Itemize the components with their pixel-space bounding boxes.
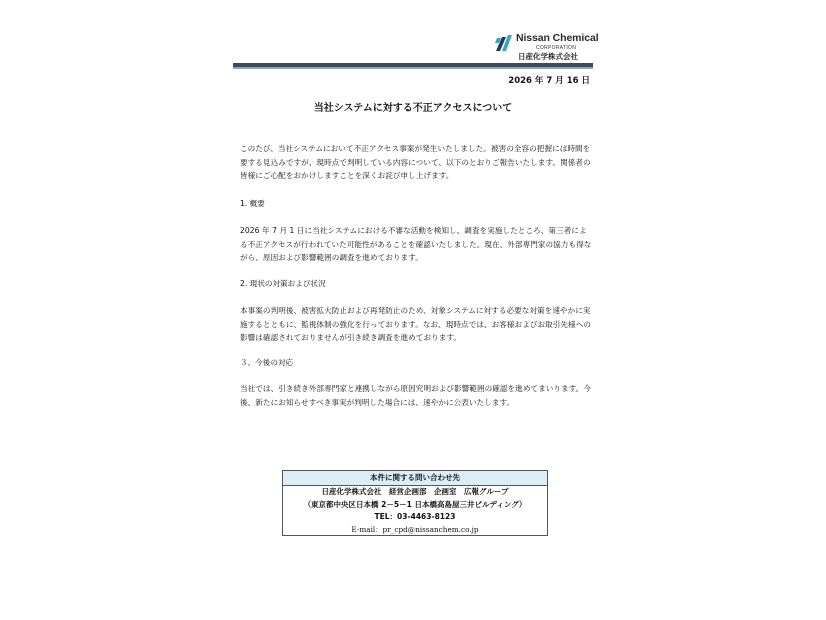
- contact-address: （東京都中央区日本橋 2－5－1 日本橋高島屋三井ビルディング）: [303, 499, 527, 509]
- section-body-status: 本事案の判明後、被害拡大防止および再発防止のため、対象システムに対する必要な対策を速やかに実施するとともに、監視体制の強化を行っております。なお、現時点では、お客様およびお取引先様への影響は確認されておりませんが引き続き調査を進めております。: [240, 306, 591, 342]
- section-heading-overview: 1. 概要: [240, 199, 265, 208]
- contact-email: E-mail：pr_cpd@nissanchem.co.jp: [351, 524, 479, 534]
- company-logo: [494, 31, 599, 61]
- section-heading-next-steps: ３、今後の対応: [240, 358, 294, 367]
- logo-company-en: Nissan Chemical: [516, 32, 599, 44]
- page-title: 当社システムに対する不正アクセスについて: [313, 103, 513, 114]
- contact-tel: TEL：03-4463-8123: [374, 512, 456, 521]
- logo-company-ja: 日産化学株式会社: [518, 52, 578, 61]
- intro-paragraph: このたび、当社システムにおいて不正アクセス事案が発生いたしました。被害の全容の把握には時間を要する見込みですが、現時点で判明している内容について、以下のとおりご報告いたします。関係者の皆様にご心配をおかけしますことを深くお詫び申し上げます。: [240, 144, 591, 180]
- contact-department: 日産化学株式会社 経営企画部 企画室 広報グループ: [321, 487, 509, 496]
- section-body-overview: 2026 年 7 月 1 日に当社システムにおける不審な活動を検知し、調査を実施したところ、第三者による不正アクセスが行われていた可能性があることを確認いたしました。現在、外部専門家の協力も得ながら、原因および影響範囲の調査を進めております。: [240, 226, 592, 262]
- section-body-next-steps: 当社では、引き続き外部専門家と連携しながら原因究明および影響範囲の確認を進めてまいります。今後、新たにお知らせすべき事実が判明した場合には、速やかに公表いたします。: [240, 384, 591, 407]
- header-divider: [233, 63, 593, 67]
- logo-corporation: CORPORATION: [536, 45, 577, 51]
- section-heading-status: 2. 現状の対策および状況: [240, 279, 326, 288]
- contact-header: 本件に関する問い合わせ先: [283, 471, 547, 486]
- nissan-chemical-logo-icon: [494, 33, 514, 53]
- contact-box: [282, 470, 548, 536]
- release-date: 2026 年 7 月 16 日: [508, 76, 590, 86]
